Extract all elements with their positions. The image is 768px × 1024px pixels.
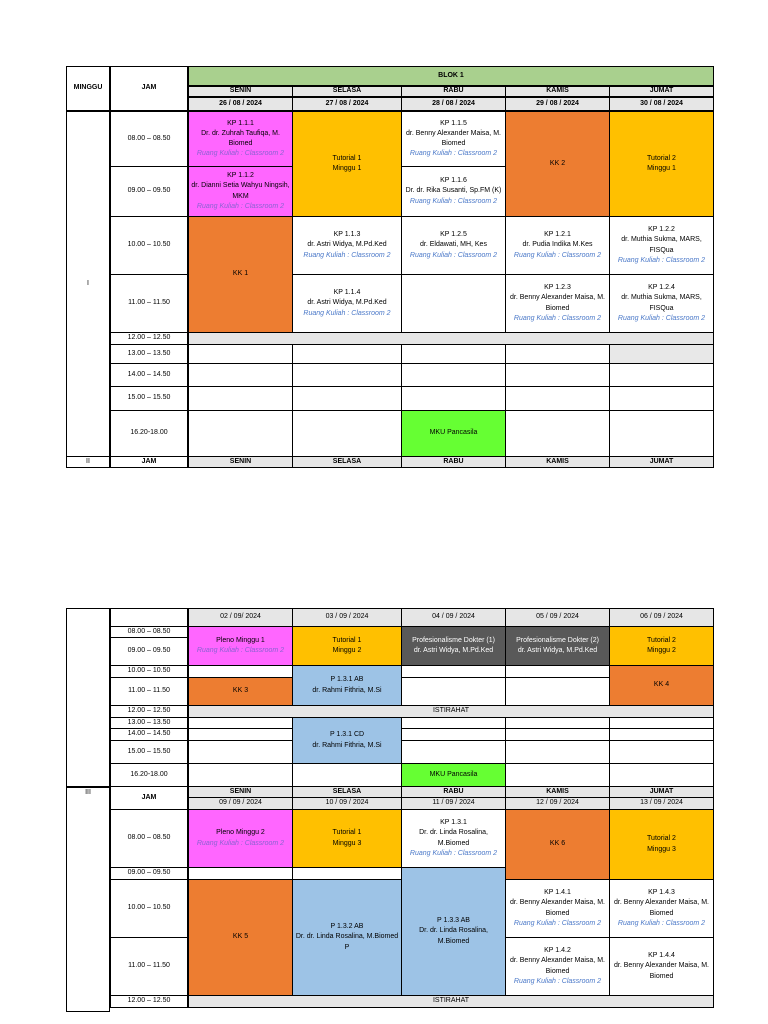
session-kk-1[interactable]: KK 1 bbox=[188, 216, 293, 333]
date-header-tue: 10 / 09 / 2024 bbox=[292, 797, 402, 810]
date-header-fri: 06 / 09 / 2024 bbox=[609, 608, 714, 627]
day-header-fri: JUMAT bbox=[609, 786, 714, 798]
session-room: Ruang Kuliah : Classroom 2 bbox=[409, 150, 498, 158]
empty-slot bbox=[188, 344, 293, 364]
session-room: Ruang Kuliah : Classroom 2 bbox=[513, 977, 602, 985]
time-cell: 16.20-18.00 bbox=[110, 763, 188, 787]
time-cell: 12.00 – 12.50 bbox=[110, 995, 188, 1008]
session-lecturer: Dr. dr. Zuhrah Taufiqa, M. Biomed bbox=[201, 129, 280, 147]
empty-slot bbox=[401, 386, 506, 411]
time-cell: 13.00 – 13.50 bbox=[110, 717, 188, 729]
session-kp-1-4-4[interactable] bbox=[609, 937, 714, 996]
session-kk-4[interactable]: KK 4 bbox=[609, 665, 714, 706]
session-lecturer: dr. Dianni Setia Wahyu Ningsih, MKM bbox=[191, 182, 290, 200]
empty-slot bbox=[292, 344, 402, 364]
time-cell: 16.20-18.00 bbox=[110, 410, 188, 457]
session-kp-1-2-3[interactable] bbox=[505, 274, 610, 333]
session-lecturer: dr. Benny Alexander Maisa, M. Biomed bbox=[406, 129, 501, 147]
empty-slot bbox=[609, 410, 714, 457]
session-kp-1-2-5[interactable] bbox=[401, 216, 506, 275]
session-lecturer: dr. Pudia Indika M.Kes bbox=[522, 241, 593, 249]
session-lecturer: dr. Benny Alexander Maisa, M. Biomed bbox=[510, 899, 605, 917]
empty-slot bbox=[505, 763, 610, 787]
time-cell: 13.00 – 13.50 bbox=[110, 344, 188, 364]
day-header-thu: KAMIS bbox=[505, 786, 610, 798]
session-kp-1-4-2[interactable] bbox=[505, 937, 610, 996]
session-code: KP 1.1.3 bbox=[333, 231, 361, 239]
session-room: Ruang Kuliah : Classroom 2 bbox=[409, 197, 498, 205]
time-cell: 12.00 – 12.50 bbox=[110, 332, 188, 345]
time-cell: 09.00 – 09.50 bbox=[110, 637, 188, 666]
empty-slot bbox=[188, 740, 293, 764]
week-cell-1: I bbox=[66, 111, 110, 457]
session-room: Ruang Kuliah : Classroom 2 bbox=[196, 150, 285, 158]
empty-slot bbox=[505, 344, 610, 364]
time-cell: 15.00 – 15.50 bbox=[110, 740, 188, 764]
session-kk-6[interactable]: KK 6 bbox=[505, 809, 610, 880]
empty-slot bbox=[401, 363, 506, 387]
session-kp-1-4-3[interactable] bbox=[609, 879, 714, 938]
footer-jam: JAM bbox=[110, 456, 188, 468]
session-kp-1-2-1[interactable] bbox=[505, 216, 610, 275]
session-code: KP 1.4.4 bbox=[648, 952, 675, 960]
session-code: KP 1.2.4 bbox=[648, 284, 675, 292]
session-room: Ruang Kuliah : Classroom 2 bbox=[513, 251, 602, 259]
session-code: KP 1.2.1 bbox=[544, 231, 571, 239]
session-lecturer: dr. Muthia Sukma, MARS, FISQua bbox=[621, 294, 702, 312]
empty-slot bbox=[292, 363, 402, 387]
jam-header: JAM bbox=[110, 66, 188, 111]
session-room: Ruang Kuliah : Classroom 2 bbox=[617, 256, 706, 264]
session-code: KP 1.2.5 bbox=[440, 231, 467, 239]
session-lecturer: dr. Benny Alexander Maisa, M. Biomed bbox=[614, 899, 709, 917]
session-lecturer: dr. Astri Widya, M.Pd.Ked bbox=[307, 241, 387, 249]
empty-slot bbox=[401, 677, 506, 706]
day-header-fri: JUMAT bbox=[609, 86, 714, 97]
week-cell-3: III bbox=[66, 786, 110, 1012]
session-room: Ruang Kuliah : Classroom 2 bbox=[196, 202, 285, 210]
date-header-tue: 27 / 08 / 2024 bbox=[292, 97, 402, 111]
session-lecturer: dr. Muthia Sukma, MARS, FISQua bbox=[621, 236, 702, 254]
day-header-tue: SELASA bbox=[292, 786, 402, 798]
day-header-tue: SELASA bbox=[292, 86, 402, 97]
session-tutorial-1-week-3[interactable]: Tutorial 1 Minggu 3 bbox=[292, 809, 402, 868]
istirahat-row: ISTIRAHAT bbox=[188, 705, 714, 718]
session-mku-pancasila[interactable]: MKU Pancasila bbox=[401, 763, 506, 787]
session-room: Ruang Kuliah : Classroom 2 bbox=[617, 314, 706, 322]
footer-week: II bbox=[66, 456, 110, 468]
empty-slot bbox=[188, 386, 293, 411]
empty-slot bbox=[188, 763, 293, 787]
session-tutorial-2-week-3[interactable]: Tutorial 2 Minggu 3 bbox=[609, 809, 714, 880]
day-header-wed: RABU bbox=[401, 786, 506, 798]
session-room: Ruang Kuliah : Classroom 2 bbox=[617, 919, 706, 927]
session-pleno-week-2[interactable]: Pleno Minggu 2 Ruang Kuliah : Classroom 2 bbox=[188, 809, 293, 868]
session-tutorial-1-week-1[interactable]: Tutorial 1 Minggu 1 bbox=[292, 111, 402, 217]
empty-slot bbox=[609, 386, 714, 411]
time-cell: 11.00 – 11.50 bbox=[110, 274, 188, 333]
session-kp-1-2-4[interactable] bbox=[609, 274, 714, 333]
session-code: KP 1.4.2 bbox=[544, 947, 571, 955]
date-header-thu: 12 / 09 / 2024 bbox=[505, 797, 610, 810]
empty-slot bbox=[401, 740, 506, 764]
session-kp-1-1-3[interactable] bbox=[292, 216, 402, 275]
session-room: Ruang Kuliah : Classroom 2 bbox=[303, 251, 391, 259]
session-p-1-3-1-cd[interactable]: P 1.3.1 CD dr. Rahmi Fithria, M.Si bbox=[292, 717, 402, 764]
session-profesionalisme-2[interactable]: Profesionalisme Dokter (2) dr. Astri Widya, M.Pd.Ked bbox=[505, 626, 610, 666]
time-cell: 10.00 – 10.50 bbox=[110, 879, 188, 938]
empty-slot bbox=[609, 763, 714, 787]
time-cell: 14.00 – 14.50 bbox=[110, 728, 188, 741]
session-lecturer: dr. Benny Alexander Maisa, M. Biomed bbox=[510, 294, 605, 312]
session-code: KP 1.1.5 bbox=[440, 119, 467, 127]
blok-header: BLOK 1 bbox=[188, 66, 714, 86]
empty-slot bbox=[609, 344, 714, 364]
empty-slot bbox=[505, 363, 610, 387]
time-header-blank bbox=[110, 608, 188, 627]
time-cell: 08.00 – 08.50 bbox=[110, 626, 188, 638]
session-pleno-week-1[interactable]: Pleno Minggu 1 Ruang Kuliah : Classroom 2 bbox=[188, 626, 293, 666]
istirahat-row: ISTIRAHAT bbox=[188, 995, 714, 1008]
session-code: KP 1.4.3 bbox=[648, 889, 675, 897]
session-code: KP 1.2.2 bbox=[648, 226, 675, 234]
empty-slot bbox=[292, 386, 402, 411]
time-cell: 08.00 – 08.50 bbox=[110, 111, 188, 167]
session-kp-1-2-2[interactable] bbox=[609, 216, 714, 275]
jam-header: JAM bbox=[110, 786, 188, 810]
minggu-header: MINGGU bbox=[66, 66, 110, 111]
empty-slot bbox=[505, 386, 610, 411]
date-header-thu: 29 / 08 / 2024 bbox=[505, 97, 610, 111]
empty-slot bbox=[401, 274, 506, 333]
time-cell: 10.00 – 10.50 bbox=[110, 665, 188, 678]
session-code: KP 1.1.1 bbox=[227, 119, 254, 127]
day-header-wed: RABU bbox=[401, 86, 506, 97]
day-header-thu: KAMIS bbox=[505, 86, 610, 97]
session-lecturer: dr. Benny Alexander Maisa, M. Biomed bbox=[510, 957, 605, 975]
session-tutorial-2-week-2[interactable]: Tutorial 2 Minggu 2 bbox=[609, 626, 714, 666]
session-kk-5[interactable]: KK 5 bbox=[188, 879, 293, 996]
time-cell: 12.00 – 12.50 bbox=[110, 705, 188, 718]
session-lecturer: dr. Benny Alexander Maisa, M. Biomed bbox=[614, 962, 709, 980]
session-room: Ruang Kuliah : Classroom 2 bbox=[196, 647, 285, 654]
date-header-wed: 11 / 09 / 2024 bbox=[401, 797, 506, 810]
session-code: KP 1.4.1 bbox=[544, 889, 571, 897]
date-header-tue: 03 / 09 / 2024 bbox=[292, 608, 402, 627]
session-p-1-3-1-ab[interactable]: P 1.3.1 AB dr. Rahmi Fithria, M.Si bbox=[292, 665, 402, 706]
session-lecturer: dr. Astri Widya, M.Pd.Ked bbox=[307, 299, 387, 307]
footer-day-mon: SENIN bbox=[188, 456, 293, 468]
time-cell: 11.00 – 11.50 bbox=[110, 677, 188, 706]
footer-day-tue: SELASA bbox=[292, 456, 402, 468]
session-p-1-3-2-ab[interactable]: P 1.3.2 AB Dr. dr. Linda Rosalina, M.Biomed P bbox=[292, 879, 402, 996]
session-code: KP 1.1.6 bbox=[440, 177, 467, 185]
empty-slot bbox=[188, 410, 293, 457]
session-kk-2[interactable]: KK 2 bbox=[505, 111, 610, 217]
date-header-fri: 30 / 08 / 2024 bbox=[609, 97, 714, 111]
date-header-wed: 28 / 08 / 2024 bbox=[401, 97, 506, 111]
date-header-fri: 13 / 09 / 2024 bbox=[609, 797, 714, 810]
session-room: Ruang Kuliah : Classroom 2 bbox=[196, 839, 285, 847]
time-cell: 14.00 – 14.50 bbox=[110, 363, 188, 387]
session-code: KP 1.1.4 bbox=[333, 289, 361, 297]
empty-slot bbox=[505, 740, 610, 764]
week-cell-2 bbox=[66, 608, 110, 788]
session-kp-1-4-1[interactable] bbox=[505, 879, 610, 938]
session-kp-1-1-6[interactable] bbox=[401, 166, 506, 217]
empty-slot bbox=[505, 410, 610, 457]
session-profesionalisme-1[interactable]: Profesionalisme Dokter (1) dr. Astri Widya, M.Pd.Ked bbox=[401, 626, 506, 666]
date-header-mon: 09 / 09 / 2024 bbox=[188, 797, 293, 810]
time-cell: 15.00 – 15.50 bbox=[110, 386, 188, 411]
session-lecturer: Dr. dr. Linda Rosalina, M.Biomed bbox=[419, 829, 488, 847]
session-kp-1-1-5[interactable] bbox=[401, 111, 506, 167]
session-p-1-3-3-ab[interactable]: P 1.3.3 AB Dr. dr. Linda Rosalina, M.Biomed bbox=[401, 867, 506, 996]
time-cell: 08.00 – 08.50 bbox=[110, 809, 188, 868]
session-room: Ruang Kuliah : Classroom 2 bbox=[409, 251, 498, 259]
empty-slot bbox=[505, 677, 610, 706]
day-header-mon: SENIN bbox=[188, 786, 293, 798]
session-room: Ruang Kuliah : Classroom 2 bbox=[409, 849, 498, 857]
session-tutorial-1-week-2[interactable]: Tutorial 1 Minggu 2 bbox=[292, 626, 402, 666]
date-header-mon: 26 / 08 / 2024 bbox=[188, 97, 293, 111]
empty-slot bbox=[609, 740, 714, 764]
session-room: Ruang Kuliah : Classroom 2 bbox=[513, 919, 602, 927]
session-tutorial-2-week-1[interactable]: Tutorial 2 Minggu 1 bbox=[609, 111, 714, 217]
time-cell: 09.00 – 09.50 bbox=[110, 867, 188, 880]
day-header-mon: SENIN bbox=[188, 86, 293, 97]
footer-day-fri: JUMAT bbox=[609, 456, 714, 468]
session-kp-1-1-4[interactable] bbox=[292, 274, 402, 333]
session-lecturer: dr. Eldawati, MH, Kes bbox=[420, 241, 487, 249]
empty-slot bbox=[188, 363, 293, 387]
session-code: KP 1.1.2 bbox=[227, 172, 254, 180]
date-header-wed: 04 / 09 / 2024 bbox=[401, 608, 506, 627]
session-mku-pancasila[interactable]: MKU Pancasila bbox=[401, 410, 506, 457]
session-code: KP 1.3.1 bbox=[440, 819, 467, 827]
empty-slot bbox=[292, 763, 402, 787]
session-kp-1-1-1[interactable] bbox=[188, 111, 293, 167]
empty-slot bbox=[292, 410, 402, 457]
session-code: KP 1.2.3 bbox=[544, 284, 571, 292]
date-header-thu: 05 / 09 / 2024 bbox=[505, 608, 610, 627]
date-header-mon: 02 / 09/ 2024 bbox=[188, 608, 293, 627]
time-cell: 11.00 – 11.50 bbox=[110, 937, 188, 996]
session-kp-1-3-1[interactable] bbox=[401, 809, 506, 868]
footer-day-wed: RABU bbox=[401, 456, 506, 468]
session-kp-1-1-2[interactable] bbox=[188, 166, 293, 217]
session-kk-3[interactable]: KK 3 bbox=[188, 677, 293, 706]
time-cell: 09.00 – 09.50 bbox=[110, 166, 188, 217]
empty-slot bbox=[609, 363, 714, 387]
time-cell: 10.00 – 10.50 bbox=[110, 216, 188, 275]
session-room: Ruang Kuliah : Classroom 2 bbox=[513, 314, 602, 322]
session-room: Ruang Kuliah : Classroom 2 bbox=[303, 309, 391, 317]
empty-slot bbox=[401, 344, 506, 364]
session-lecturer: Dr. dr. Rika Susanti, Sp.FM (K) bbox=[405, 187, 502, 195]
footer-day-thu: KAMIS bbox=[505, 456, 610, 468]
